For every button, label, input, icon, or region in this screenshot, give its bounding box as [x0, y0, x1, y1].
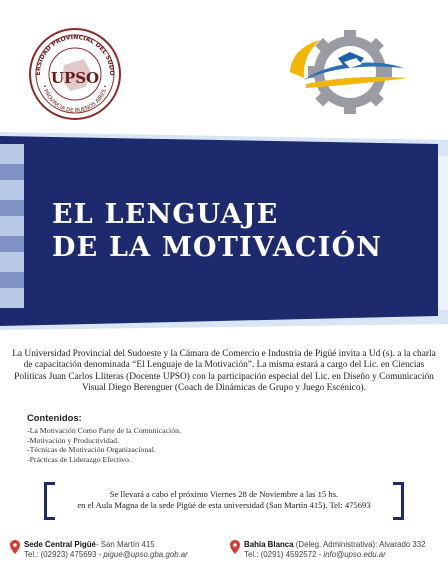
list-item: -Técnicas de Motivación Organizacional.	[27, 445, 156, 455]
event-title	[52, 198, 382, 264]
footer-left-phone: Tel.: (02923) 475693 -	[24, 550, 102, 560]
footer-left-address: - San Martín 415	[95, 540, 155, 549]
event-details	[58, 489, 390, 511]
contents-heading: Contenidos:	[27, 412, 82, 423]
footer-left-name: Sede Central Pigüé	[24, 540, 96, 549]
list-item: -La Motivación Como Parte de la Comunicación.	[27, 426, 181, 435]
contents-list	[27, 426, 181, 464]
upso-logo	[28, 27, 122, 121]
footer-right-phone: Tel.: (0291) 4592572 -	[244, 550, 322, 560]
title-line-2: DE LA MOTIVACIÓN	[52, 232, 383, 263]
footer-left-email[interactable]: pigue@upso.gba.gob.ar	[103, 550, 188, 560]
location-pin-icon	[230, 540, 240, 554]
list-item: -Motivación y Productividad.	[27, 435, 120, 445]
list-item: -Prácticas de Liderazgo Efectivo.	[27, 454, 131, 464]
event-date-line: Se llevará a cabo el próximo Viernes 28 de Noviembre a las 15 hs.	[109, 489, 339, 499]
footer-right-email[interactable]: info@upso.edu.ar	[323, 550, 386, 560]
upso-ring-text: ERSIDAD PROVINCIAL DEL SUDO	[34, 33, 116, 76]
title-line-1: EL LENGUAJE	[52, 199, 279, 230]
right-bracket	[393, 482, 404, 520]
chamber-logo	[284, 28, 412, 116]
upso-mark: UPSO	[50, 69, 100, 87]
footer-right-address: (Deleg. Administrativa): Alvarado 332	[293, 540, 426, 549]
upso-ring-text-bottom: • PROVINCIA DE BUENOS AIRES •	[40, 84, 110, 115]
event-venue-line: en el Aula Magna de la sede Pigüé de esta universidad (San Martín 415). Tel: 475693	[77, 500, 371, 510]
invitation-text: La Universidad Provincial del Sudoeste y la Cámara de Comercio e Industria de Pigüé invita a Ud (s). a la charla de capacitación denominada “El Lenguaje de la Motivación”. La misma estará a cargo del Lic. en Ciencias Políticas Juan Carlos Lliteras (Docente UPSO) con la participación especial del Lic. en Diseño y Comunicación Visual Diego Berenguer (Coach de Dinámicas de Grupo y Juego Escénico).	[12, 349, 436, 394]
left-bracket	[44, 482, 55, 520]
location-pin-icon	[10, 540, 20, 554]
footer-right-name: Bahía Blanca	[244, 540, 294, 549]
